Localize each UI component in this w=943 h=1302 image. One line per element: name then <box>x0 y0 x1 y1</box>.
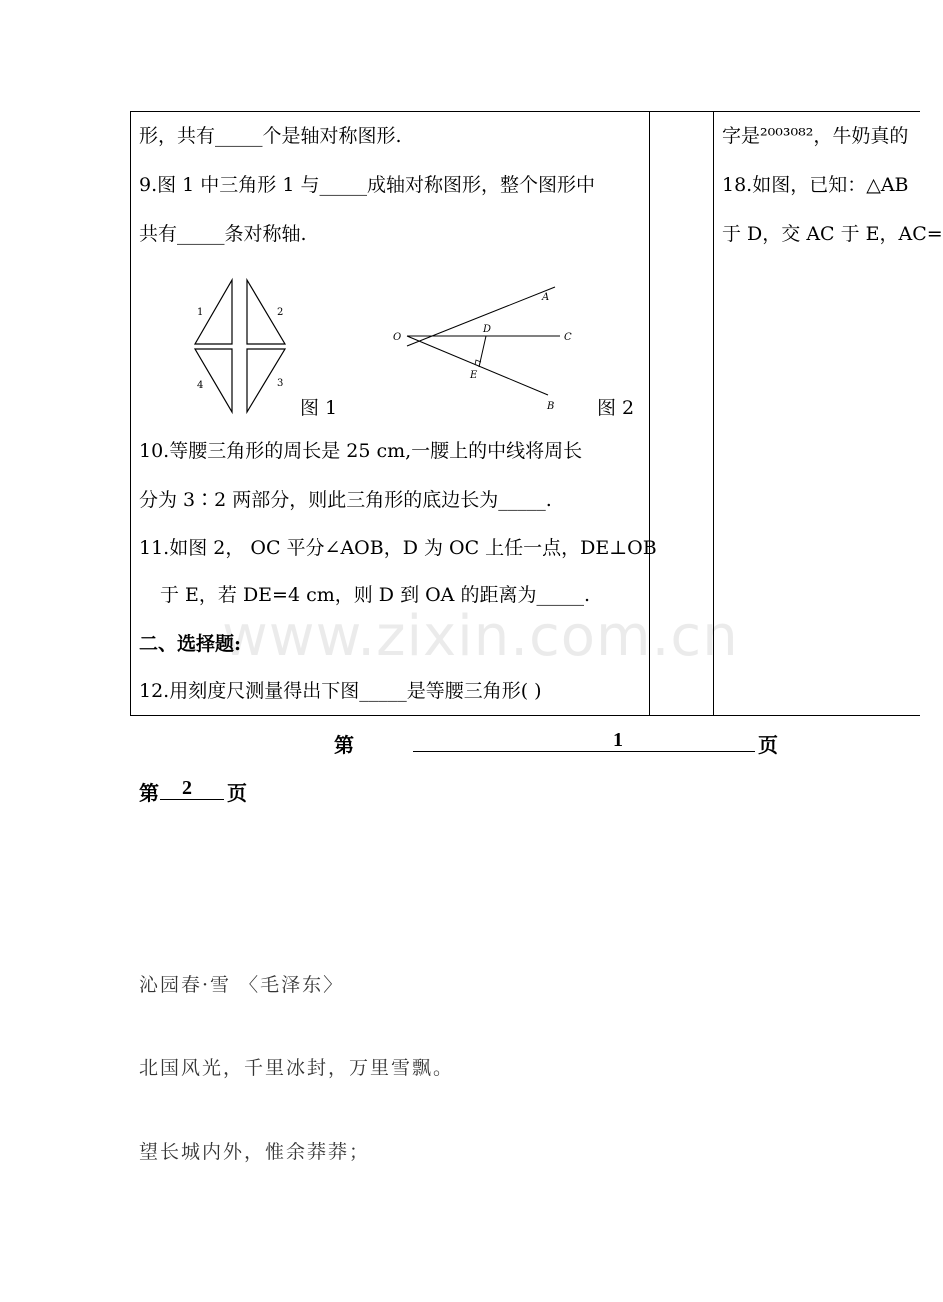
footer-page-2-underline <box>160 799 224 800</box>
q18-line-2: 于 D，交 AC 于 E，AC= <box>722 223 943 245</box>
q10-line-1: 10.等腰三角形的周长是 25 cm,一腰上的中线将周长 <box>139 440 583 462</box>
fig1-label-3: 3 <box>277 378 284 389</box>
right-line-1: 字是²⁰⁰³⁰⁸²，牛奶真的 <box>722 125 909 147</box>
footer-page-1-suffix: 页 <box>758 735 778 757</box>
fig1-label-1: 1 <box>197 307 204 318</box>
fig2-label-C: C <box>564 332 572 343</box>
figure-2-caption: 图 2 <box>597 397 635 419</box>
footer-page-2-prefix: 第 <box>139 783 159 805</box>
footer-page-1-number: 1 <box>613 729 623 751</box>
footer-page-2-suffix: 页 <box>227 783 247 805</box>
fig1-label-4: 4 <box>197 380 204 391</box>
footer-page-2-number: 2 <box>182 777 192 799</box>
q12-line: 12.用刻度尺测量得出下图_____是等腰三角形( ) <box>139 680 542 702</box>
poem-title: 沁园春·雪 〈毛泽东〉 <box>139 974 345 996</box>
poem-line-2: 望长城内外，惟余莽莽； <box>139 1141 371 1163</box>
q10-line-2: 分为 3∶2 两部分，则此三角形的底边长为_____. <box>139 489 552 511</box>
section-2-heading: 二、选择题: <box>139 633 242 655</box>
q8-continuation: 形，共有_____个是轴对称图形. <box>139 125 402 147</box>
table-bottom-border <box>130 715 920 716</box>
q11-line-1: 11.如图 2， OC 平分∠AOB，D 为 OC 上任一点，DE⊥OB <box>139 537 657 559</box>
table-left-border <box>130 111 131 715</box>
right-column <box>714 112 943 714</box>
footer-page-1-underline <box>413 751 755 752</box>
figure-1-triangles <box>185 270 305 420</box>
q11-line-2: 于 E，若 DE=4 cm，则 D 到 OA 的距离为_____. <box>160 584 590 606</box>
fig2-label-O: O <box>393 332 402 343</box>
q9-line-2: 共有_____条对称轴. <box>139 223 307 245</box>
poem-line-1: 北国风光，千里冰封，万里雪飘。 <box>139 1057 455 1079</box>
fig2-label-A: A <box>542 292 550 303</box>
figure-2-angle-bisector <box>385 285 585 420</box>
fig2-label-E: E <box>470 370 478 381</box>
footer-page-1-prefix: 第 <box>334 735 354 757</box>
q18-line-1: 18.如图，已知：△AB <box>722 174 909 196</box>
figure-1-caption: 图 1 <box>300 397 338 419</box>
fig2-label-D: D <box>483 324 492 335</box>
q9-line-1: 9.图 1 中三角形 1 与_____成轴对称图形，整个图形中 <box>139 174 595 196</box>
fig1-label-2: 2 <box>277 307 284 318</box>
fig2-label-B: B <box>547 401 555 412</box>
watermark: www.zixin.com.cn <box>222 604 739 669</box>
